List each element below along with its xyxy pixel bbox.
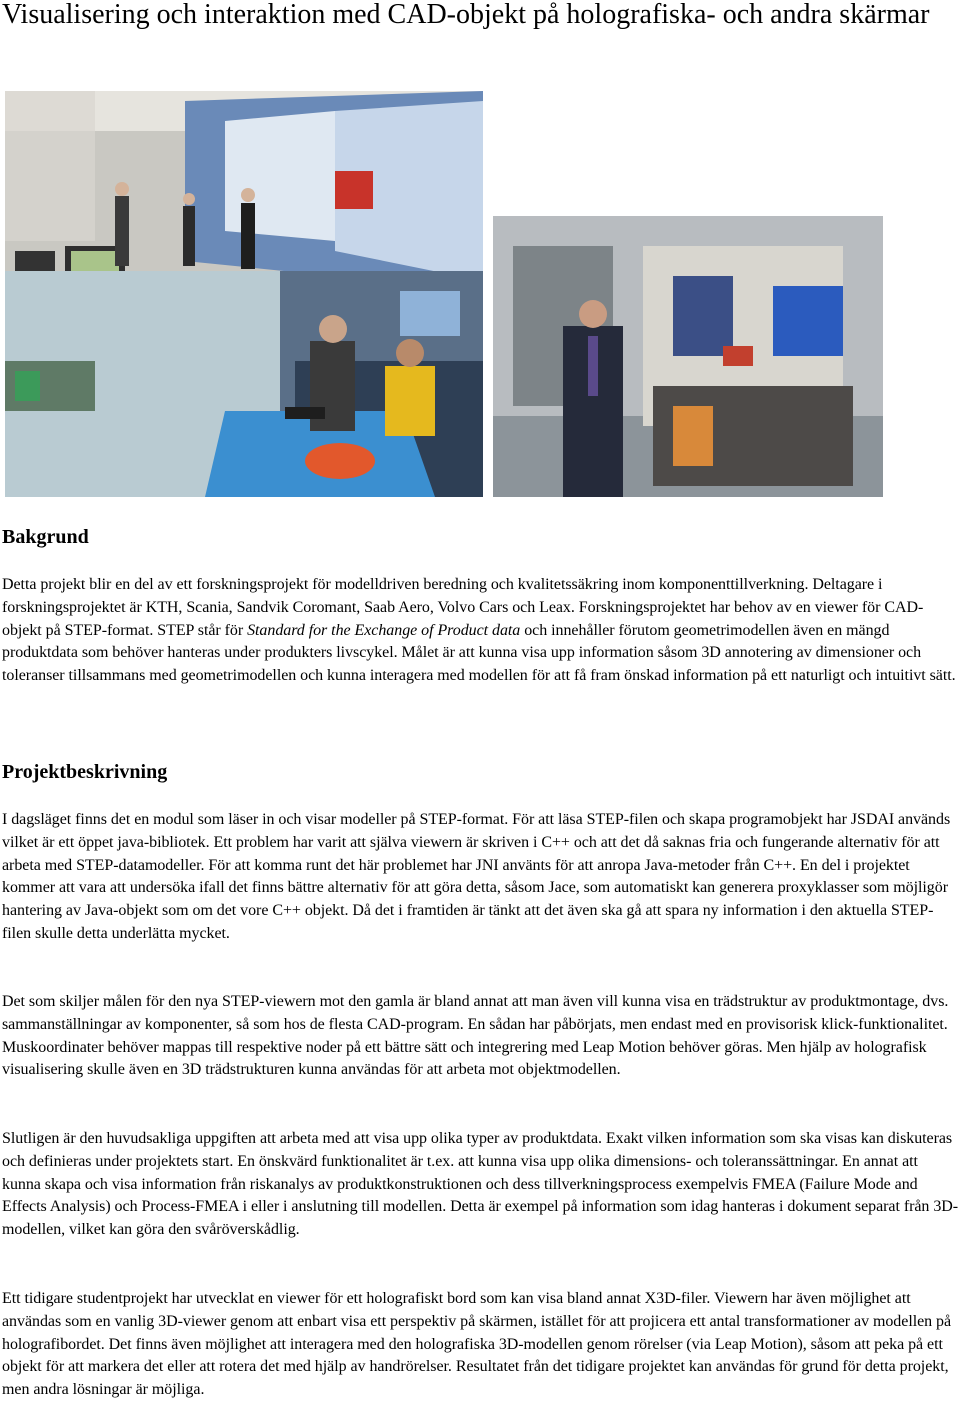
photo-presenter-screen — [493, 216, 883, 497]
section-heading-background: Bakgrund — [2, 526, 89, 548]
paragraph-description-4: Ett tidigare studentprojekt har utvecklat en viewer för ett holografiskt bord som kan visa bland annat X3D-filer. Viewern har även möjlighet att användas som en vanlig 3D-viewer genom att enbart visa ett perspektiv på skärmen, istället för att projicera ett antal transformationer av modellen på holografibordet. Det finns även möjlighet att interagera med den holografiska 3D-modellen genom rörelser (via Leap Motion), såsom att peka på ett objekt för att markera det eller att rotera det med hjälp av handrörelser. Resultatet från det tidigare projektet kan användas för grund för detta projekt, men andra lösningar är möjliga. — [2, 1290, 952, 1399]
paragraph-description-3: Slutligen är den huvudsakliga uppgiften att arbeta med att visa upp olika typer av produktdata. Exakt vilken information som ska visas kan diskuteras och definieras under projektets start. En önskvärd funktionalitet är t.ex. att kunna visa upp olika dimensions- och toleranssättningar. En annat att kunna skapa och visa information från riskanalys av produktkonstruktionen och dess tillverkningsprocess exempelvis FMEA (Failure Mode and Effects Analysis) och Process-FMEA i eller i anslutning till modellen. Detta är exempel på information som idag hanteras i dokument separat från 3D-modellen, vilket kan göra den svåröverskådlig. — [2, 1130, 959, 1239]
paragraph-background-text-2: och innehåller förutom geometrimodellen även en mängd produktdata som behöver hanteras under produkters livscykel. Målet är att kunna visa upp information såsom 3D annotering av dimensioner och toleranser tillsammans med geometrimodellen och kunna interagera med modellen för att få fram önskad information på ett naturligt och intuitivt sätt. — [2, 621, 956, 685]
page-title: Visualisering och interaktion med CAD-objekt på holografiska- och andra skärmar — [2, 0, 930, 30]
paragraph-description-2: Det som skiljer målen för den nya STEP-viewern mot den gamla är bland annat att man även vill kunna visa en trädstruktur av produktmontage, dvs. sammanställningar av komponenter, så som hos de flesta CAD-program. En sådan har påbörjats, men endast med en provisorisk klick-funktionalitet. Muskoordinater behöver mappas till respektive noder på ett bättre sätt och integrering med Leap Motion behöver göras. Men hjälp av holografisk visualisering skulle även en 3D trädstrukturen kunna användas för att arbeta mot objektmodellen. — [2, 993, 949, 1079]
paragraph-background-text-1: Detta projekt blir en del av ett forskningsprojekt för modelldriven beredning och kvalitetssäkring inom komponenttillverkning. Deltagare i forskningsprojektet är KTH, Scania, Sandvik Coromant, Saab Aero, Volvo Cars och Leax. Forskningsprojektet har behov av en viewer för CAD-objekt på STEP-format. STEP står för — [2, 576, 924, 639]
paragraph-background — [2, 574, 960, 688]
photo-holographic-table — [5, 271, 483, 497]
paragraph-description-1: I dagsläget finns det en modul som läser in och visar modeller på STEP-format. För att läsa STEP-filen och skapa programobjekt har JSDAI används vilket är ett öppet java-bibliotek. Ett problem har varit att själva viewern är skriven i C++ och att det då saknas fria och fungerande alternativ för att arbeta med STEP-datamodeller. För att komma runt det här problemet har JNI använts för att anropa Java-metoder från C++. En del i projektet kommer att vara att undersöka ifall det finns bättre alternativ för att göra detta, såsom Jace, som automatiskt kan generera proxyklasser som möjligör hantering av Java-objekt som om det vore C++ objekt. Då det i framtiden är tänkt att det även ska gå att spara ny information i den aktuella STEP-filen skulle detta underlätta mycket. — [2, 811, 951, 942]
section-heading-description: Projektbeskrivning — [2, 761, 168, 783]
step-acronym-expansion: Standard for the Exchange of Product data — [247, 621, 521, 639]
